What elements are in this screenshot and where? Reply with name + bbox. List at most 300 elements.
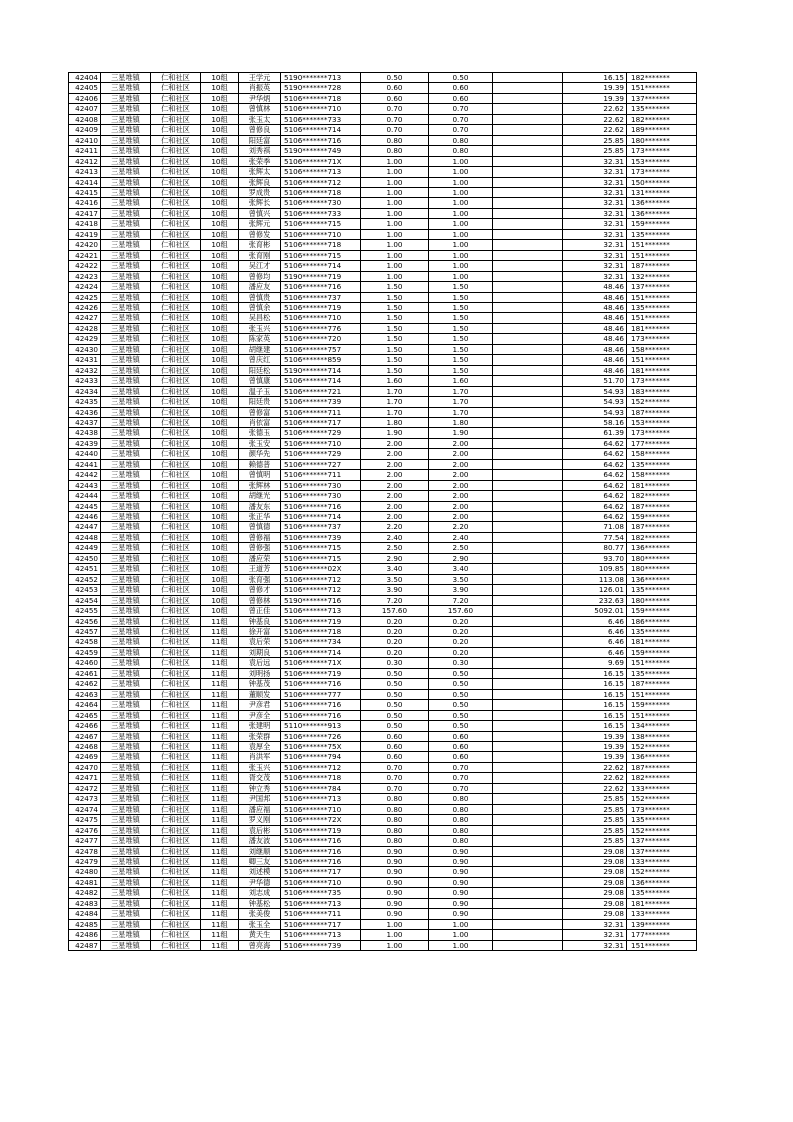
blank-cell (493, 261, 563, 271)
blank-cell (493, 114, 563, 124)
area-b-cell: 0.20 (429, 627, 493, 637)
name-cell: 曾修发 (239, 229, 281, 239)
name-cell: 钟基茂 (239, 679, 281, 689)
amount-cell: 113.08 (563, 574, 627, 584)
town-cell: 三星堆镇 (101, 679, 151, 689)
area-a-cell: 1.50 (361, 292, 429, 302)
phone-cell: 151******* (627, 83, 697, 93)
name-cell: 曾慎康 (239, 376, 281, 386)
blank-cell (493, 480, 563, 490)
town-cell: 三星堆镇 (101, 637, 151, 647)
name-cell: 阳廷贵 (239, 397, 281, 407)
amount-cell: 16.15 (563, 689, 627, 699)
blank-cell (493, 762, 563, 772)
amount-cell: 25.85 (563, 794, 627, 804)
town-cell: 三星堆镇 (101, 522, 151, 532)
area-a-cell: 0.50 (361, 710, 429, 720)
town-cell: 三星堆镇 (101, 773, 151, 783)
area-a-cell: 0.60 (361, 731, 429, 741)
group-cell: 11组 (201, 627, 239, 637)
id-number-cell: 5106*******716 (281, 710, 361, 720)
blank-cell (493, 271, 563, 281)
amount-cell: 109.85 (563, 564, 627, 574)
table-row (69, 804, 697, 814)
record-id-cell: 42429 (69, 334, 101, 344)
group-cell: 10组 (201, 564, 239, 574)
record-id-cell: 42408 (69, 114, 101, 124)
record-id-cell: 42443 (69, 480, 101, 490)
blank-cell (493, 397, 563, 407)
phone-cell: 182******* (627, 114, 697, 124)
area-a-cell: 0.90 (361, 909, 429, 919)
area-b-cell: 1.80 (429, 417, 493, 427)
community-cell: 仁和社区 (151, 543, 201, 553)
id-number-cell: 5106*******715 (281, 553, 361, 563)
name-cell: 张辉元 (239, 219, 281, 229)
town-cell: 三星堆镇 (101, 606, 151, 616)
area-b-cell: 0.70 (429, 762, 493, 772)
area-b-cell: 1.90 (429, 428, 493, 438)
id-number-cell: 5106*******726 (281, 731, 361, 741)
blank-cell (493, 365, 563, 375)
group-cell: 11组 (201, 742, 239, 752)
record-id-cell: 42418 (69, 219, 101, 229)
group-cell: 11组 (201, 783, 239, 793)
area-b-cell: 1.60 (429, 376, 493, 386)
area-b-cell: 1.00 (429, 930, 493, 940)
area-b-cell: 0.80 (429, 825, 493, 835)
community-cell: 仁和社区 (151, 898, 201, 908)
community-cell: 仁和社区 (151, 438, 201, 448)
record-id-cell: 42460 (69, 658, 101, 668)
area-a-cell: 0.20 (361, 647, 429, 657)
area-b-cell: 0.50 (429, 689, 493, 699)
record-id-cell: 42444 (69, 491, 101, 501)
record-id-cell: 42422 (69, 261, 101, 271)
table-row (69, 282, 697, 292)
amount-cell: 16.15 (563, 721, 627, 731)
town-cell: 三星堆镇 (101, 282, 151, 292)
group-cell: 10组 (201, 250, 239, 260)
area-b-cell: 7.20 (429, 595, 493, 605)
id-number-cell: 5106*******710 (281, 877, 361, 887)
area-b-cell: 2.40 (429, 532, 493, 542)
blank-cell (493, 355, 563, 365)
record-id-cell: 42424 (69, 282, 101, 292)
blank-cell (493, 93, 563, 103)
record-id-cell: 42455 (69, 606, 101, 616)
record-id-cell: 42446 (69, 512, 101, 522)
table-row (69, 83, 697, 93)
area-a-cell: 0.60 (361, 742, 429, 752)
area-a-cell: 0.80 (361, 135, 429, 145)
table-row (69, 898, 697, 908)
community-cell: 仁和社区 (151, 522, 201, 532)
blank-cell (493, 721, 563, 731)
record-id-cell: 42482 (69, 888, 101, 898)
table-row (69, 334, 697, 344)
area-b-cell: 0.70 (429, 783, 493, 793)
area-b-cell: 0.80 (429, 815, 493, 825)
town-cell: 三星堆镇 (101, 595, 151, 605)
town-cell: 三星堆镇 (101, 512, 151, 522)
blank-cell (493, 522, 563, 532)
table-row (69, 376, 697, 386)
record-id-cell: 42406 (69, 93, 101, 103)
town-cell: 三星堆镇 (101, 501, 151, 511)
area-b-cell: 3.40 (429, 564, 493, 574)
blank-cell (493, 731, 563, 741)
amount-cell: 29.08 (563, 888, 627, 898)
community-cell: 仁和社区 (151, 825, 201, 835)
name-cell: 张育刚 (239, 250, 281, 260)
area-b-cell: 0.90 (429, 867, 493, 877)
community-cell: 仁和社区 (151, 815, 201, 825)
phone-cell: 135******* (627, 302, 697, 312)
id-number-cell: 5106*******719 (281, 825, 361, 835)
id-number-cell: 5106*******730 (281, 480, 361, 490)
table-row (69, 762, 697, 772)
table-row (69, 323, 697, 333)
blank-cell (493, 219, 563, 229)
group-cell: 10组 (201, 470, 239, 480)
amount-cell: 25.85 (563, 804, 627, 814)
amount-cell: 48.46 (563, 365, 627, 375)
area-b-cell: 1.00 (429, 261, 493, 271)
id-number-cell: 5106*******711 (281, 470, 361, 480)
id-number-cell: 5106*******02X (281, 564, 361, 574)
area-b-cell: 2.00 (429, 480, 493, 490)
town-cell: 三星堆镇 (101, 355, 151, 365)
amount-cell: 32.31 (563, 919, 627, 929)
table-row (69, 742, 697, 752)
amount-cell: 32.31 (563, 219, 627, 229)
town-cell: 三星堆镇 (101, 491, 151, 501)
table-row (69, 543, 697, 553)
area-a-cell: 0.20 (361, 616, 429, 626)
phone-cell: 151******* (627, 940, 697, 950)
amount-cell: 64.62 (563, 491, 627, 501)
community-cell: 仁和社区 (151, 637, 201, 647)
group-cell: 11组 (201, 856, 239, 866)
name-cell: 尹华德 (239, 877, 281, 887)
id-number-cell: 5106*******710 (281, 104, 361, 114)
group-cell: 10组 (201, 313, 239, 323)
id-number-cell: 5106*******713 (281, 898, 361, 908)
name-cell: 张美俊 (239, 909, 281, 919)
amount-cell: 25.85 (563, 146, 627, 156)
group-cell: 11组 (201, 637, 239, 647)
area-a-cell: 1.80 (361, 417, 429, 427)
community-cell: 仁和社区 (151, 804, 201, 814)
community-cell: 仁和社区 (151, 512, 201, 522)
area-a-cell: 1.60 (361, 376, 429, 386)
record-id-cell: 42461 (69, 668, 101, 678)
record-id-cell: 42410 (69, 135, 101, 145)
record-id-cell: 42436 (69, 407, 101, 417)
id-number-cell: 5106*******739 (281, 532, 361, 542)
table-row (69, 721, 697, 731)
town-cell: 三星堆镇 (101, 919, 151, 929)
area-b-cell: 1.70 (429, 407, 493, 417)
amount-cell: 64.62 (563, 512, 627, 522)
record-id-cell: 42485 (69, 919, 101, 929)
group-cell: 10组 (201, 146, 239, 156)
blank-cell (493, 773, 563, 783)
name-cell: 袁后荣 (239, 637, 281, 647)
area-a-cell: 0.90 (361, 856, 429, 866)
community-cell: 仁和社区 (151, 700, 201, 710)
community-cell: 仁和社区 (151, 313, 201, 323)
amount-cell: 54.93 (563, 407, 627, 417)
group-cell: 11组 (201, 815, 239, 825)
community-cell: 仁和社区 (151, 909, 201, 919)
town-cell: 三星堆镇 (101, 376, 151, 386)
blank-cell (493, 877, 563, 887)
amount-cell: 32.31 (563, 177, 627, 187)
blank-cell (493, 240, 563, 250)
community-cell: 仁和社区 (151, 585, 201, 595)
area-b-cell: 1.00 (429, 250, 493, 260)
group-cell: 11组 (201, 721, 239, 731)
table-row (69, 689, 697, 699)
record-id-cell: 42466 (69, 721, 101, 731)
table-row (69, 386, 697, 396)
phone-cell: 158******* (627, 449, 697, 459)
name-cell: 吴江才 (239, 261, 281, 271)
table-row (69, 825, 697, 835)
name-cell: 刘志成 (239, 888, 281, 898)
blank-cell (493, 344, 563, 354)
table-row (69, 187, 697, 197)
town-cell: 三星堆镇 (101, 156, 151, 166)
record-id-cell: 42472 (69, 783, 101, 793)
community-cell: 仁和社区 (151, 177, 201, 187)
blank-cell (493, 386, 563, 396)
record-id-cell: 42445 (69, 501, 101, 511)
blank-cell (493, 689, 563, 699)
name-cell: 徐开富 (239, 627, 281, 637)
phone-cell: 139******* (627, 919, 697, 929)
name-cell: 刘明扬 (239, 668, 281, 678)
record-id-cell: 42474 (69, 804, 101, 814)
record-id-cell: 42442 (69, 470, 101, 480)
table-row (69, 313, 697, 323)
area-a-cell: 1.50 (361, 323, 429, 333)
blank-cell (493, 313, 563, 323)
record-id-cell: 42437 (69, 417, 101, 427)
group-cell: 11组 (201, 825, 239, 835)
area-b-cell: 0.30 (429, 658, 493, 668)
phone-cell: 135******* (627, 104, 697, 114)
table-row (69, 156, 697, 166)
group-cell: 10组 (201, 344, 239, 354)
id-number-cell: 5106*******776 (281, 323, 361, 333)
record-id-cell: 42457 (69, 627, 101, 637)
table-row (69, 480, 697, 490)
name-cell: 卿三友 (239, 856, 281, 866)
area-a-cell: 2.50 (361, 543, 429, 553)
area-b-cell: 1.50 (429, 302, 493, 312)
record-id-cell: 42404 (69, 73, 101, 83)
id-number-cell: 5190*******719 (281, 271, 361, 281)
name-cell: 曾修富 (239, 407, 281, 417)
name-cell: 钟基松 (239, 898, 281, 908)
amount-cell: 77.54 (563, 532, 627, 542)
area-b-cell: 1.50 (429, 334, 493, 344)
community-cell: 仁和社区 (151, 647, 201, 657)
blank-cell (493, 679, 563, 689)
id-number-cell: 5190*******749 (281, 146, 361, 156)
table-row (69, 616, 697, 626)
phone-cell: 152******* (627, 397, 697, 407)
group-cell: 10组 (201, 365, 239, 375)
blank-cell (493, 417, 563, 427)
record-id-cell: 42417 (69, 208, 101, 218)
table-row (69, 888, 697, 898)
town-cell: 三星堆镇 (101, 836, 151, 846)
table-row (69, 438, 697, 448)
phone-cell: 153******* (627, 417, 697, 427)
blank-cell (493, 627, 563, 637)
amount-cell: 32.31 (563, 940, 627, 950)
town-cell: 三星堆镇 (101, 73, 151, 83)
blank-cell (493, 564, 563, 574)
blank-cell (493, 543, 563, 553)
area-a-cell: 0.60 (361, 83, 429, 93)
area-b-cell: 0.90 (429, 846, 493, 856)
table-row (69, 773, 697, 783)
area-a-cell: 0.30 (361, 658, 429, 668)
id-number-cell: 5106*******712 (281, 762, 361, 772)
area-a-cell: 1.50 (361, 313, 429, 323)
area-a-cell: 1.00 (361, 177, 429, 187)
phone-cell: 150******* (627, 177, 697, 187)
area-a-cell: 1.00 (361, 208, 429, 218)
area-a-cell: 0.70 (361, 783, 429, 793)
name-cell: 潘应荣 (239, 553, 281, 563)
id-number-cell: 5106*******718 (281, 240, 361, 250)
town-cell: 三星堆镇 (101, 553, 151, 563)
area-b-cell: 0.70 (429, 773, 493, 783)
phone-cell: 151******* (627, 292, 697, 302)
amount-cell: 16.15 (563, 668, 627, 678)
name-cell: 钟基良 (239, 616, 281, 626)
amount-cell: 22.62 (563, 762, 627, 772)
amount-cell: 54.93 (563, 386, 627, 396)
town-cell: 三星堆镇 (101, 365, 151, 375)
community-cell: 仁和社区 (151, 271, 201, 281)
phone-cell: 135******* (627, 815, 697, 825)
group-cell: 11组 (201, 919, 239, 929)
town-cell: 三星堆镇 (101, 825, 151, 835)
town-cell: 三星堆镇 (101, 407, 151, 417)
table-row (69, 846, 697, 856)
area-b-cell: 0.60 (429, 83, 493, 93)
table-row (69, 219, 697, 229)
town-cell: 三星堆镇 (101, 428, 151, 438)
group-cell: 10组 (201, 83, 239, 93)
record-id-cell: 42432 (69, 365, 101, 375)
amount-cell: 19.39 (563, 83, 627, 93)
amount-cell: 32.31 (563, 156, 627, 166)
area-a-cell: 1.00 (361, 919, 429, 929)
blank-cell (493, 856, 563, 866)
record-id-cell: 42426 (69, 302, 101, 312)
town-cell: 三星堆镇 (101, 815, 151, 825)
id-number-cell: 5106*******735 (281, 888, 361, 898)
blank-cell (493, 867, 563, 877)
town-cell: 三星堆镇 (101, 219, 151, 229)
phone-cell: 181******* (627, 480, 697, 490)
record-id-cell: 42407 (69, 104, 101, 114)
blank-cell (493, 198, 563, 208)
phone-cell: 137******* (627, 846, 697, 856)
area-b-cell: 0.20 (429, 647, 493, 657)
area-a-cell: 0.90 (361, 888, 429, 898)
phone-cell: 136******* (627, 752, 697, 762)
area-a-cell: 0.50 (361, 700, 429, 710)
table-row (69, 125, 697, 135)
amount-cell: 16.15 (563, 679, 627, 689)
amount-cell: 29.08 (563, 877, 627, 887)
record-id-cell: 42416 (69, 198, 101, 208)
area-a-cell: 0.80 (361, 794, 429, 804)
amount-cell: 32.31 (563, 198, 627, 208)
id-number-cell: 5106*******716 (281, 135, 361, 145)
phone-cell: 182******* (627, 532, 697, 542)
blank-cell (493, 104, 563, 114)
phone-cell: 136******* (627, 877, 697, 887)
area-a-cell: 1.00 (361, 271, 429, 281)
group-cell: 10组 (201, 292, 239, 302)
id-number-cell: 5106*******714 (281, 261, 361, 271)
phone-cell: 137******* (627, 282, 697, 292)
area-a-cell: 1.00 (361, 240, 429, 250)
blank-cell (493, 553, 563, 563)
name-cell: 袁后远 (239, 658, 281, 668)
phone-cell: 152******* (627, 867, 697, 877)
blank-cell (493, 710, 563, 720)
record-id-cell: 42412 (69, 156, 101, 166)
community-cell: 仁和社区 (151, 365, 201, 375)
group-cell: 10组 (201, 543, 239, 553)
id-number-cell: 5106*******711 (281, 407, 361, 417)
phone-cell: 153******* (627, 156, 697, 166)
area-a-cell: 1.00 (361, 187, 429, 197)
group-cell: 11组 (201, 773, 239, 783)
phone-cell: 173******* (627, 376, 697, 386)
blank-cell (493, 888, 563, 898)
area-a-cell: 2.90 (361, 553, 429, 563)
community-cell: 仁和社区 (151, 480, 201, 490)
blank-cell (493, 794, 563, 804)
town-cell: 三星堆镇 (101, 794, 151, 804)
town-cell: 三星堆镇 (101, 240, 151, 250)
community-cell: 仁和社区 (151, 302, 201, 312)
phone-cell: 135******* (627, 888, 697, 898)
id-number-cell: 5106*******727 (281, 459, 361, 469)
name-cell: 吴昌松 (239, 313, 281, 323)
town-cell: 三星堆镇 (101, 229, 151, 239)
area-a-cell: 0.20 (361, 637, 429, 647)
area-a-cell: 1.00 (361, 930, 429, 940)
group-cell: 10组 (201, 104, 239, 114)
area-b-cell: 1.50 (429, 313, 493, 323)
blank-cell (493, 428, 563, 438)
group-cell: 10组 (201, 323, 239, 333)
blank-cell (493, 846, 563, 856)
